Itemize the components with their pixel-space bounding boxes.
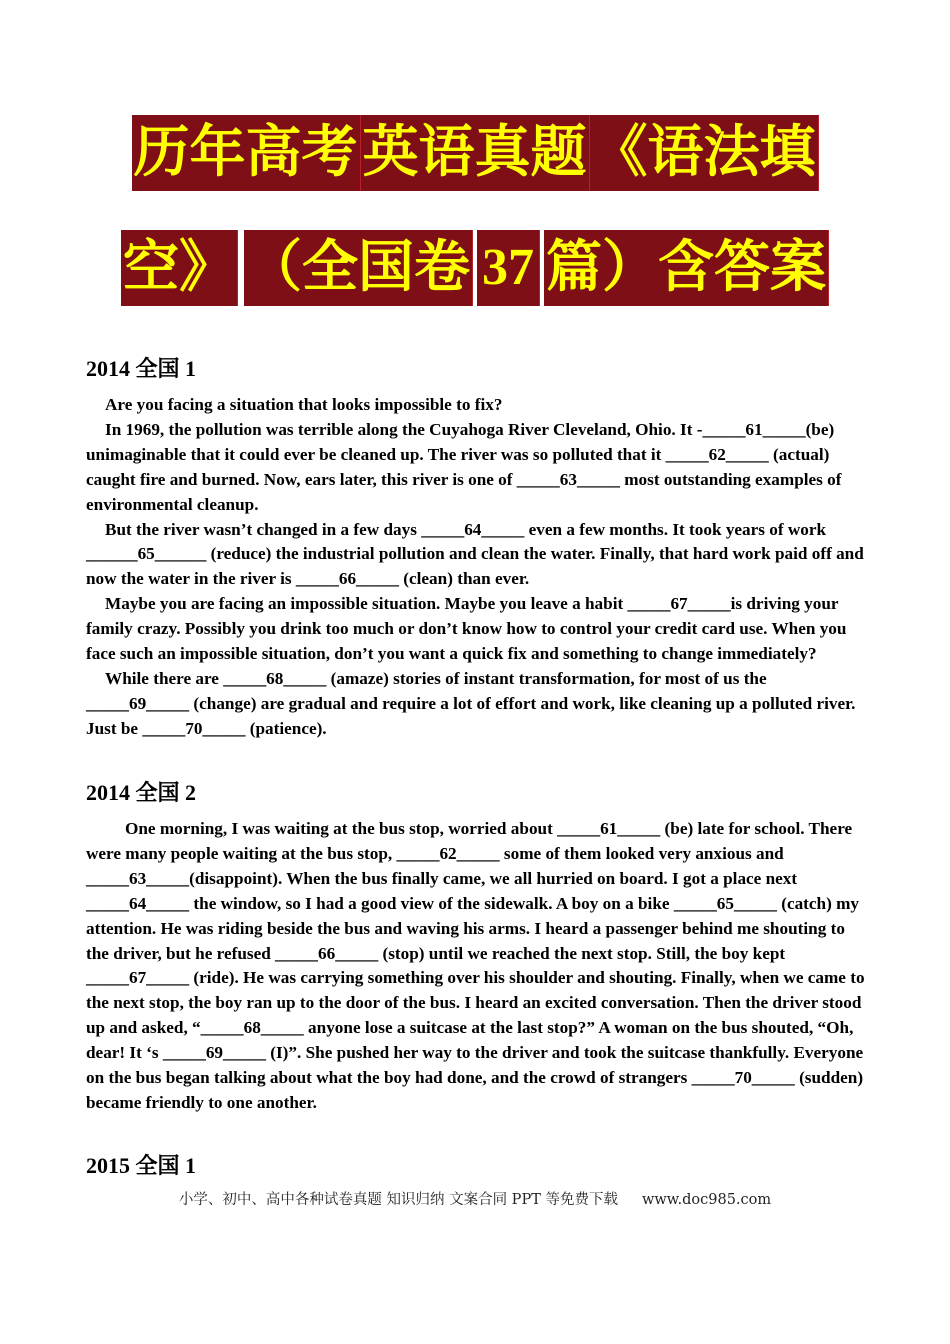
title-segment: 历年高考: [132, 115, 361, 191]
section-body: [86, 817, 866, 1116]
section-body: [86, 393, 866, 742]
page-footer: [0, 1190, 950, 1210]
paragraph: While there are _____68_____ (amaze) stories of instant transformation, for most of us the _____69_____ (change) are gradual and require a lot of effort and work, like cleaning up a polluted river. Just be _____70_____ (patience).: [86, 668, 856, 738]
title-segment: 英语真题: [361, 115, 590, 191]
document-title-line-2: [0, 230, 950, 306]
paragraph: Maybe you are facing an impossible situation. Maybe you leave a habit _____67_____is driving your family crazy. Possibly you drink too much or don’t know how to control your credit card use. When you face such an impossible situation, don’t you want a quick fix and something to change immediately?: [86, 594, 847, 664]
paragraph: Are you facing a situation that looks impossible to fix?: [105, 395, 503, 414]
title-segment: （全国卷: [244, 230, 473, 306]
title-segment: 篇）含答案: [544, 230, 829, 306]
document-title-line-1: [0, 114, 950, 192]
title-segment: 《语法填: [590, 115, 819, 191]
section-heading: 2015 全国 1: [86, 1153, 197, 1178]
paragraph: But the river wasn’t changed in a few days _____64_____ even a few months. It took years of work ______65______ (reduce) the industrial pollution and clean the water. Finally, that hard work paid off and now the water in the river is _____66_____ (clean) than ever.: [86, 519, 864, 589]
footer-url: www.doc985.com: [641, 1192, 772, 1208]
title-number: 37: [477, 230, 540, 306]
paragraph: One morning, I was waiting at the bus stop, worried about _____61_____ (be) late for school. There were many people waiting at the bus stop, _____62_____ some of them looked very anxious and _____63_____(disappoint). When the bus finally came, we all hurried on board. I got a place next _____64_____ the window, so I had a good view of the sidewalk. A boy on a bike _____65_____ (catch) my attention. He was riding beside the bus and waving his arms. I heard a passenger behind me shouting to the driver, but he refused _____66_____ (stop) until we reached the next stop. Still, the boy kept _____67_____ (ride). He was carrying something over his shoulder and shouting. Finally, when we came to the next stop, the boy ran up to the door of the bus. I heard an excited conversation. Then the driver stood up and asked, “_____68_____ anyone lose a suitcase at the last stop?” A woman on the bus shouted, “Oh, dear! It ‘s _____69_____ (I)”. She pushed her way to the driver and took the suitcase thankfully. Everyone on the bus began talking about what the boy had done, and the crowd of strangers _____70_____ (sudden) became friendly to one another.: [86, 819, 865, 1112]
footer-text: 小学、初中、高中各种试卷真题 知识归纳 文案合同 PPT 等免费下载: [178, 1192, 618, 1208]
paragraph: In 1969, the pollution was terrible along the Cuyahoga River Cleveland, Ohio. It -_____61_____(be) unimaginable that it could ever be cleaned up. The river was so polluted that it _____62_____ (actual) caught fire and burned. Now, ears later, this river is one of _____63_____ most outstanding examples of environmental cleanup.: [86, 419, 842, 514]
section-heading: 2014 全国 1: [86, 356, 197, 381]
title-segment: 空》: [121, 230, 238, 306]
section-heading: 2014 全国 2: [86, 780, 197, 805]
